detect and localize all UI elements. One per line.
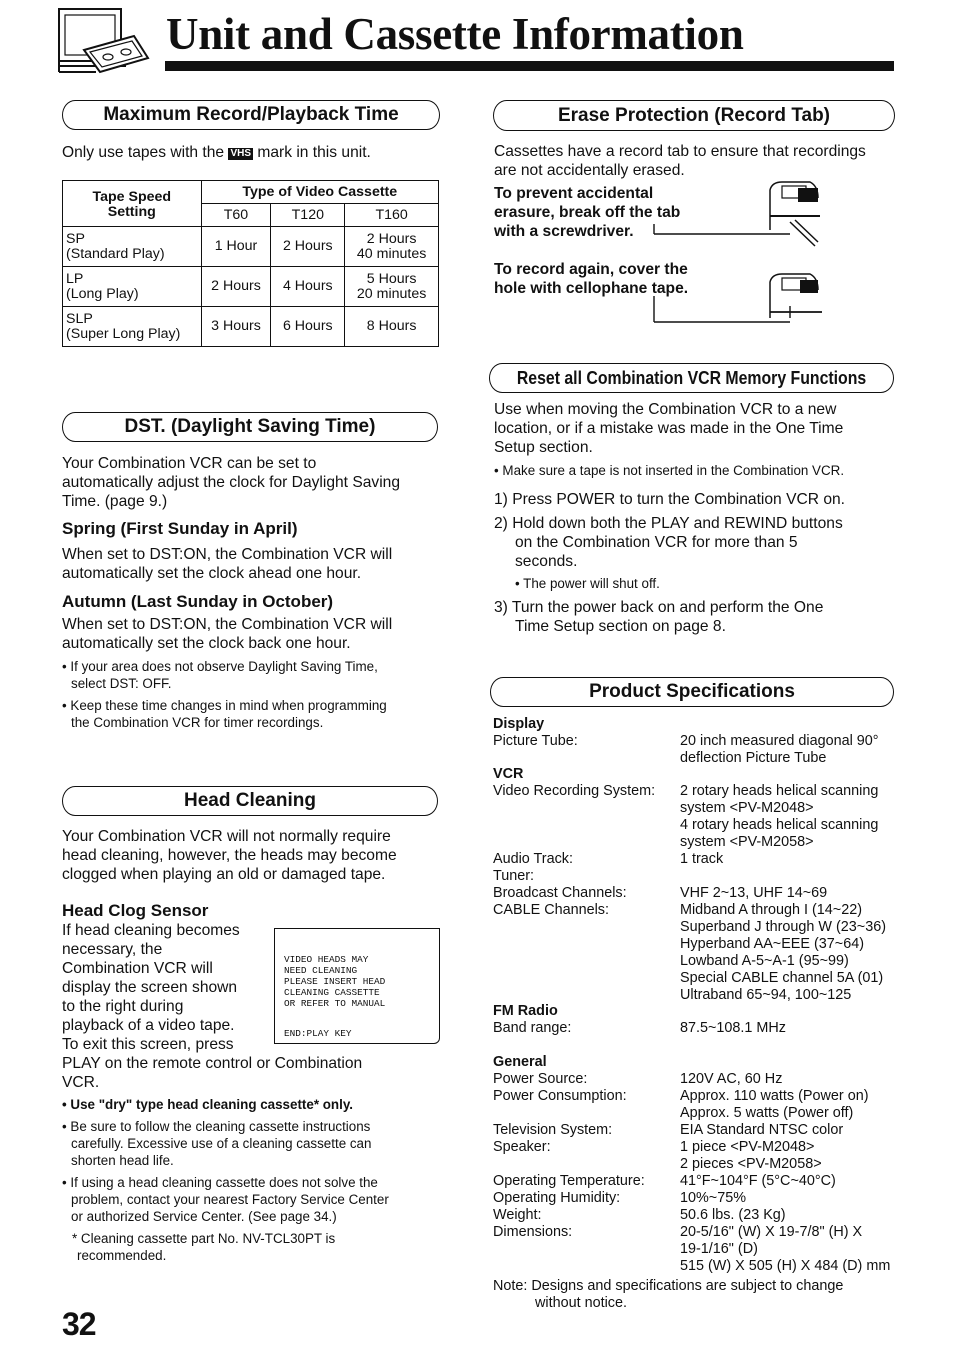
text-line: recommended. [77, 1248, 167, 1263]
spec-value [680, 902, 886, 1004]
text-line: Use when moving the Combination VCR to a new [494, 401, 837, 418]
time-cell: 1 Hour [201, 227, 271, 267]
text-line: the Combination VCR for timer recordings. [71, 715, 324, 730]
max-record-intro [62, 143, 371, 162]
time-cell: 8 Hours [345, 307, 439, 347]
speed-cell [63, 267, 202, 307]
reset-step-1: 1) Press POWER to turn the Combination VCR on. [494, 491, 845, 508]
screen-line: VIDEO HEADS MAY [284, 954, 369, 965]
time-cell: 4 Hours [271, 267, 345, 307]
text-line: deflection Picture Tube [680, 750, 827, 766]
autumn-text [62, 615, 392, 653]
text-line: select DST: OFF. [71, 676, 172, 691]
text-line: 3) Turn the power back on and perform the One [494, 599, 824, 616]
spec-label: Band range: [493, 1020, 572, 1036]
header-text: Setting [107, 203, 156, 220]
spec-label: Power Consumption: [493, 1088, 627, 1104]
spec-value: VHF 2~13, UHF 14~69 [680, 885, 828, 901]
erase-intro [494, 142, 866, 180]
spec-value: 41°F~104°F (5°C~40°C) [680, 1173, 836, 1189]
screen-line: PLEASE INSERT HEAD [284, 976, 386, 987]
time-cell [345, 267, 439, 307]
spec-label: Dimensions: [493, 1224, 573, 1240]
text-line: are not accidentally erased. [494, 162, 685, 179]
reset-step-3 [494, 598, 823, 636]
spec-label: CABLE Channels: [493, 902, 609, 918]
speed-desc: (Long Play) [66, 285, 139, 302]
spec-label: Tuner: [493, 868, 535, 884]
screen-line: OR REFER TO MANUAL [284, 998, 386, 1009]
text-line: Lowband A-5~A-1 (95~99) [680, 953, 849, 969]
text-line: hole with cellophane tape. [494, 280, 689, 297]
vhs-logo: VHS [230, 148, 251, 159]
text-line: head cleaning, however, the heads may become [62, 847, 397, 864]
spec-value: EIA Standard NTSC color [680, 1122, 844, 1138]
text-line: automatically set the clock back one hour. [62, 635, 351, 652]
text-line: 2) Hold down both the PLAY and REWIND buttons [494, 515, 843, 532]
speed-desc: (Super Long Play) [66, 325, 181, 342]
spec-value: 10%~75% [680, 1190, 747, 1206]
text-line: erasure, break off the tab [494, 204, 681, 221]
spring-heading: Spring (First Sunday in April) [62, 519, 298, 538]
spec-group-display: Display [493, 716, 545, 732]
text-line: Time Setup section on page 8. [515, 618, 726, 635]
screen-line: CLEANING CASSETTE [284, 987, 380, 998]
text-line: • Be sure to follow the cleaning cassette instructions [62, 1119, 371, 1134]
spring-text [62, 545, 392, 583]
page-number: 32 [62, 1306, 96, 1342]
header-text: Tape Speed [92, 188, 172, 205]
spec-group-general: General [493, 1054, 547, 1070]
spec-label: Operating Temperature: [493, 1173, 645, 1189]
speed-cell [63, 227, 202, 267]
text-line: Time. (page 9.) [62, 493, 168, 510]
vcr-cassette-icon [56, 6, 152, 74]
spec-label: Picture Tube: [493, 733, 578, 749]
table-row [63, 307, 439, 347]
text-line: 515 (W) X 505 (H) X 484 (D) mm [680, 1258, 891, 1274]
text-line: necessary, the [62, 941, 163, 958]
text-line: 20 inch measured diagonal 90° [680, 733, 879, 749]
text-line: 20-5/16" (W) X 19-7/8" (H) X [680, 1224, 863, 1240]
spec-label: Power Source: [493, 1071, 588, 1087]
reset-intro [494, 400, 843, 457]
heading-text: Reset all Combination VCR Memory Functions [516, 367, 867, 388]
time-cell [345, 227, 439, 267]
head-cleaning-screen [274, 928, 440, 1044]
section-heading-erase: Erase Protection (Record Tab) [493, 100, 895, 131]
speed-cell [63, 307, 202, 347]
text-line: Superband J through W (23~36) [680, 919, 886, 935]
section-heading-max-record: Maximum Record/Playback Time [62, 100, 440, 130]
text-line: • If using a head cleaning cassette does not solve the [62, 1175, 378, 1190]
col-header-t60: T60 [201, 204, 271, 227]
spec-label: Audio Track: [493, 851, 573, 867]
time-cell: 2 Hours [271, 227, 345, 267]
spec-group-fm: FM Radio [493, 1003, 558, 1019]
text-line: 4 rotary heads helical scanning [680, 817, 879, 833]
text-line: To prevent accidental [494, 185, 654, 202]
speed-code: LP [66, 270, 84, 287]
speed-code: SP [66, 230, 85, 247]
text-line: Cassettes have a record tab to ensure that recordings [494, 143, 866, 160]
text-line: automatically adjust the clock for Daylight Saving [62, 474, 401, 491]
text-line: playback of a video tape. [62, 1017, 235, 1034]
col-header-t160: T160 [345, 204, 439, 227]
text-line: Combination VCR will [62, 960, 213, 977]
text-line: on the Combination VCR for more than 5 [515, 534, 798, 551]
text-line: If head cleaning becomes [62, 922, 240, 939]
specs-note [493, 1278, 843, 1312]
text-line: VCR. [62, 1074, 100, 1091]
dst-note [62, 658, 378, 692]
cellophane-tape-illustration [650, 268, 825, 326]
spec-label: Video Recording System: [493, 783, 656, 799]
spec-value [680, 783, 878, 851]
col-header-t120: T120 [271, 204, 345, 227]
text-line: Hyperband AA~EEE (37~64) [680, 936, 865, 952]
text-line: • Keep these time changes in mind when programming [62, 698, 387, 713]
text-line: clogged when playing an old or damaged tape. [62, 866, 386, 883]
bold-note: • Use "dry" type head cleaning cassette* only. [62, 1097, 354, 1112]
text-line: When set to DST:ON, the Combination VCR will [62, 546, 393, 563]
reset-step-2-note: • The power will shut off. [515, 576, 660, 591]
spec-value: 1 track [680, 851, 724, 867]
text-line: to the right during [62, 998, 184, 1015]
text-line: When set to DST:ON, the Combination VCR will [62, 616, 393, 633]
text-line: or authorized Service Center. (See page 34.) [71, 1209, 337, 1224]
autumn-heading: Autumn (Last Sunday in October) [62, 592, 334, 611]
head-clog-sensor-heading: Head Clog Sensor [62, 901, 209, 920]
spec-value: 87.5~108.1 MHz [680, 1020, 786, 1036]
text-line: shorten head life. [71, 1153, 174, 1168]
text-line: location, or if a mistake was made in the One Time [494, 420, 844, 437]
spec-label: Speaker: [493, 1139, 551, 1155]
spec-label: Television System: [493, 1122, 613, 1138]
text-line: 2 rotary heads helical scanning [680, 783, 879, 799]
text-line: PLAY on the remote control or Combination [62, 1055, 363, 1072]
spec-value [680, 1139, 822, 1173]
text-line: Your Combination VCR will not normally require [62, 828, 391, 845]
spec-value [680, 733, 879, 767]
intro-text: mark in this unit. [257, 144, 371, 161]
text-line: Your Combination VCR can be set to [62, 455, 317, 472]
text-line: Midband A through I (14~22) [680, 902, 863, 918]
section-heading-reset [489, 363, 894, 393]
spec-value: 120V AC, 60 Hz [680, 1071, 783, 1087]
spec-label: Weight: [493, 1207, 542, 1223]
time-cell: 2 Hours [201, 267, 271, 307]
col-group-header: Type of Video Cassette [201, 181, 438, 204]
text-line: Setup section. [494, 439, 593, 456]
spec-value [680, 1224, 890, 1275]
title-rule [165, 61, 894, 71]
time-line: 2 Hours [366, 230, 417, 247]
intro-text: Only use tapes with the [62, 144, 225, 161]
time-cell: 3 Hours [201, 307, 271, 347]
text-line: with a screwdriver. [494, 223, 634, 240]
screen-line: NEED CLEANING [284, 965, 358, 976]
head-cleaning-note [62, 1118, 372, 1169]
speed-desc: (Standard Play) [66, 245, 165, 262]
spec-value: 50.6 lbs. (23 Kg) [680, 1207, 786, 1223]
spec-label: Operating Humidity: [493, 1190, 621, 1206]
text-line: Approx. 110 watts (Power on) [680, 1088, 869, 1104]
time-line: 20 minutes [356, 285, 427, 302]
text-line: system <PV-M2058> [680, 834, 814, 850]
page-title: Unit and Cassette Information [166, 9, 744, 59]
text-line: 2 pieces <PV-M2058> [680, 1156, 822, 1172]
break-tab-illustration [650, 178, 825, 248]
text-line: * Cleaning cassette part No. NV-TCL30PT is [72, 1231, 336, 1246]
text-line: carefully. Excessive use of a cleaning cassette can [71, 1136, 372, 1151]
time-line: 40 minutes [356, 245, 427, 262]
text-line: seconds. [515, 553, 578, 570]
section-heading-head-cleaning: Head Cleaning [62, 786, 438, 816]
table-row [63, 267, 439, 307]
dst-note [62, 697, 387, 731]
spec-label: Broadcast Channels: [493, 885, 627, 901]
text-line: problem, contact your nearest Factory Service Center [71, 1192, 389, 1207]
head-cleaning-footnote [72, 1230, 336, 1264]
section-heading-specs: Product Specifications [490, 677, 894, 707]
text-line: 19-1/16" (D) [680, 1241, 758, 1257]
table-row [63, 227, 439, 267]
col-header-speed [63, 181, 202, 227]
time-line: 5 Hours [366, 270, 417, 287]
spec-group-vcr: VCR [493, 766, 524, 782]
text-line: without notice. [535, 1295, 627, 1311]
text-line: system <PV-M2048> [680, 800, 814, 816]
text-line: automatically set the clock ahead one hour. [62, 565, 362, 582]
text-line: Note: Designs and specifications are subject to change [493, 1278, 844, 1294]
text-line: Special CABLE channel 5A (01) [680, 970, 884, 986]
text-line: • If your area does not observe Daylight Saving Time, [62, 659, 378, 674]
reset-note: • Make sure a tape is not inserted in the Combination VCR. [494, 463, 845, 478]
text-line: Approx. 5 watts (Power off) [680, 1105, 854, 1121]
reset-step-2 [494, 514, 843, 571]
head-cleaning-note [62, 1174, 389, 1225]
dst-intro [62, 454, 400, 511]
text-line: Ultraband 65~94, 100~125 [680, 987, 852, 1003]
text-line: display the screen shown [62, 979, 238, 996]
text-line: To record again, cover the [494, 261, 688, 278]
screen-footer: END:PLAY KEY [284, 1028, 352, 1039]
spec-value [680, 1088, 869, 1122]
time-cell: 6 Hours [271, 307, 345, 347]
speed-code: SLP [66, 310, 93, 327]
head-cleaning-intro [62, 827, 397, 884]
text-line: To exit this screen, press [62, 1036, 234, 1053]
text-line: 1 piece <PV-M2048> [680, 1139, 815, 1155]
tape-speed-table [62, 180, 439, 347]
section-heading-dst: DST. (Daylight Saving Time) [62, 412, 438, 442]
